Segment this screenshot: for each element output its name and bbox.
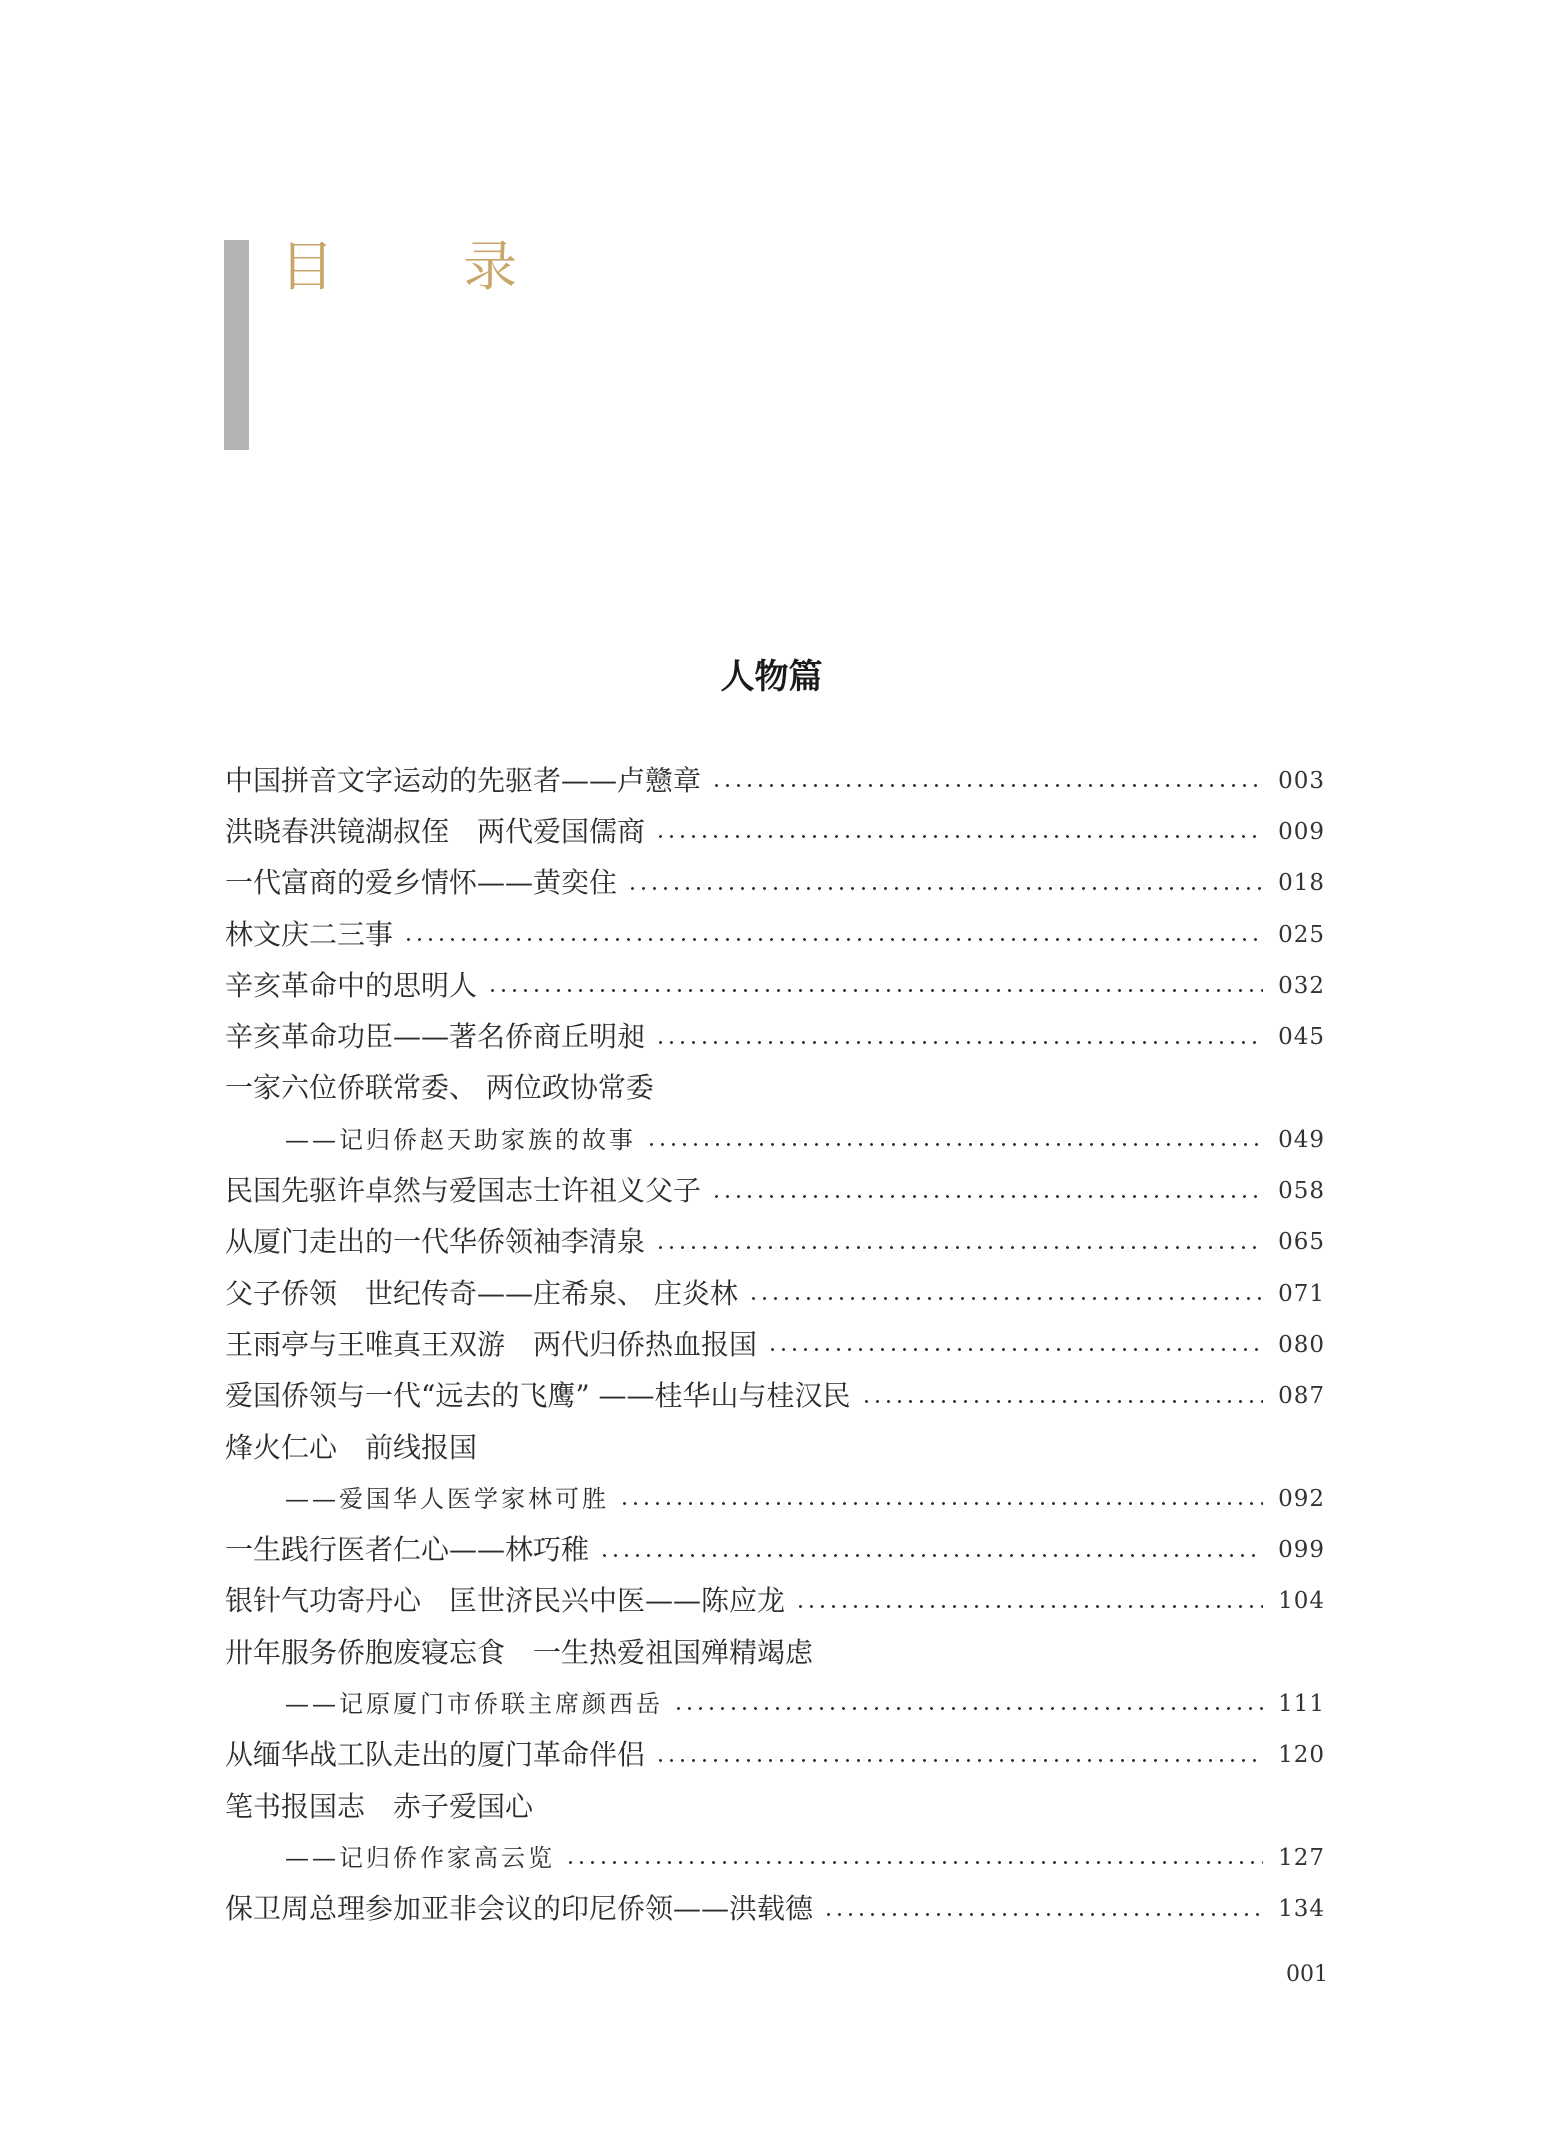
toc-entry[interactable] [225,960,1325,1011]
dot-leader [487,989,1263,992]
toc-entry[interactable] [225,755,1325,806]
toc-page-number: 058 [1278,1178,1325,1205]
toc-page-number: 111 [1278,1690,1325,1717]
toc-entry-title: 从缅华战工队走出的厦门革命伴侣 [225,1738,646,1772]
dot-leader [711,784,1263,787]
toc-entry-title: 王雨亭与王唯真王双游 两代归侨热血报国 [225,1327,758,1361]
table-of-contents [225,755,1325,1935]
toc-page-number: 018 [1278,870,1325,897]
toc-entry[interactable] [225,858,1325,909]
toc-entry-title: ——爱国华人医学家林可胜 [285,1484,609,1513]
toc-page-number: 071 [1278,1280,1325,1307]
toc-entry[interactable] [225,1371,1325,1422]
toc-entry[interactable] [225,1268,1325,1319]
dot-leader [619,1502,1263,1505]
toc-entry[interactable] [225,1165,1325,1216]
dot-leader [711,1195,1263,1198]
toc-entry-title: ——记原厦门市侨联主席颜西岳 [285,1689,663,1718]
title-accent-bar [224,240,249,450]
dot-leader [655,1759,1263,1762]
toc-page-number: 104 [1278,1588,1325,1615]
dot-leader [767,1348,1263,1351]
toc-entry-title: 林文庆二三事 [225,917,394,951]
dot-leader [646,1143,1263,1146]
toc-entry-title: 中国拼音文字运动的先驱者——卢戆章 [225,763,702,797]
toc-subtitle-row[interactable] [225,1473,1325,1524]
toc-entry-title: ——记归侨作家高云览 [285,1843,555,1872]
dot-leader [655,1041,1263,1044]
toc-entry[interactable] [225,806,1325,857]
toc-page-number: 009 [1278,818,1325,845]
toc-subtitle-row[interactable] [225,1114,1325,1165]
toc-entry-title: 保卫周总理参加亚非会议的印尼侨领——洪载德 [225,1892,814,1926]
dot-leader [403,938,1263,941]
toc-entry-title: 卅年服务侨胞废寝忘食 一生热爱祖国殚精竭虑 [225,1635,814,1669]
toc-entry-title: 洪晓春洪镜湖叔侄 两代爱国儒商 [225,814,646,848]
toc-entry-title: 银针气功寄丹心 匡世济民兴中医——陈应龙 [225,1584,786,1618]
toc-page-number: 087 [1278,1383,1325,1410]
dot-leader [861,1400,1263,1403]
toc-entry [225,1422,1325,1473]
page-title: 目 录 [280,235,574,298]
toc-entry-title: 一生践行医者仁心——林巧稚 [225,1533,590,1567]
toc-entry-title: 一代富商的爱乡情怀——黄奕住 [225,866,618,900]
toc-page-number: 080 [1278,1331,1325,1358]
toc-entry[interactable] [225,1011,1325,1062]
dot-leader [627,887,1263,890]
toc-entry-title: 辛亥革命功臣——著名侨商丘明昶 [225,1020,646,1054]
toc-entry-title: 父子侨领 世纪传奇——庄希泉、 庄炎林 [225,1276,738,1310]
toc-entry[interactable] [225,1217,1325,1268]
dot-leader [655,835,1263,838]
toc-entry-title: 一家六位侨联常委、 两位政协常委 [225,1071,654,1105]
toc-entry-title: 烽火仁心 前线报国 [225,1430,478,1464]
toc-entry[interactable] [225,1319,1325,1370]
toc-page-number: 025 [1278,921,1325,948]
toc-page-number: 120 [1278,1742,1325,1769]
toc-page-number: 065 [1278,1229,1325,1256]
dot-leader [673,1707,1263,1710]
toc-entry-title: 爱国侨领与一代“远去的飞鹰” ——桂华山与桂汉民 [225,1379,851,1413]
toc-entry[interactable] [225,1730,1325,1781]
toc-entry[interactable] [225,1884,1325,1935]
dot-leader [599,1554,1263,1557]
dot-leader [795,1605,1263,1608]
toc-entry [225,1063,1325,1114]
toc-entry-title: 笔书报国志 赤子爱国心 [225,1789,534,1823]
toc-page-number: 049 [1278,1126,1325,1153]
toc-page-number: 127 [1278,1844,1325,1871]
toc-subtitle-row[interactable] [225,1678,1325,1729]
toc-entry-title: ——记归侨赵天助家族的故事 [285,1125,636,1154]
toc-entry-title: 辛亥革命中的思明人 [225,968,478,1002]
toc-entry-title: 从厦门走出的一代华侨领袖李清泉 [225,1225,646,1259]
toc-page-number: 134 [1278,1896,1325,1923]
toc-page-number: 003 [1278,767,1325,794]
dot-leader [565,1861,1263,1864]
toc-page-number: 099 [1278,1537,1325,1564]
dot-leader [748,1297,1263,1300]
toc-page-number: 045 [1278,1024,1325,1051]
page-number: 001 [1286,1962,1328,1987]
toc-entry [225,1627,1325,1678]
toc-page-number: 032 [1278,972,1325,999]
toc-entry[interactable] [225,1576,1325,1627]
dot-leader [655,1246,1263,1249]
section-title: 人物篇 [720,657,823,697]
toc-page-number: 092 [1278,1485,1325,1512]
toc-entry [225,1781,1325,1832]
toc-subtitle-row[interactable] [225,1832,1325,1883]
toc-entry[interactable] [225,909,1325,960]
dot-leader [823,1913,1263,1916]
toc-entry[interactable] [225,1524,1325,1575]
toc-entry-title: 民国先驱许卓然与爱国志士许祖义父子 [225,1174,702,1208]
